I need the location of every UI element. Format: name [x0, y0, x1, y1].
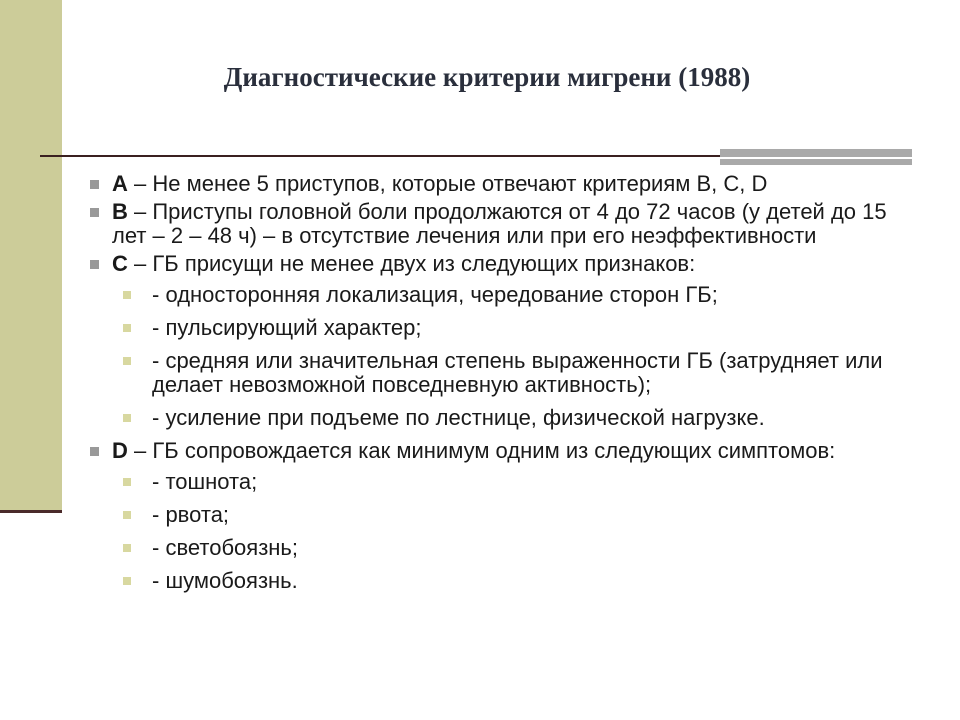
- subitem-text: - пульсирующий характер;: [152, 315, 422, 340]
- subitem-text: - рвота;: [152, 502, 230, 527]
- criterion-text: – ГБ присущи не менее двух из следующих признаков:: [127, 251, 696, 276]
- subitem-text: - односторонняя локализация, чередование сторон ГБ;: [152, 282, 718, 307]
- square-bullet-icon: [123, 544, 131, 552]
- subitem-text: - светобоязнь;: [152, 535, 299, 560]
- list-item: [144, 569, 924, 593]
- criterion-c-subitems: [104, 283, 924, 430]
- square-bullet-icon: [123, 511, 131, 519]
- criterion-letter: D: [112, 438, 128, 463]
- square-bullet-icon: [123, 357, 131, 365]
- subitem-text: - тошнота;: [152, 469, 258, 494]
- list-item: [144, 349, 924, 397]
- subitem-text: - усиление при подъеме по лестнице, физической нагрузке.: [152, 405, 765, 430]
- slide-title: Диагностические критерии мигрени (1988): [223, 62, 751, 92]
- criterion-a: [104, 172, 924, 196]
- list-item: [144, 503, 924, 527]
- square-bullet-icon: [90, 260, 99, 269]
- criterion-c: [104, 252, 924, 276]
- list-item: [144, 406, 924, 430]
- criterion-d-subitems: [104, 470, 924, 593]
- subitem-text: - средняя или значительная степень выраженности ГБ (затрудняет или делает невозможной повседневную активность);: [152, 348, 883, 397]
- square-bullet-icon: [123, 324, 131, 332]
- criterion-letter: C: [112, 251, 128, 276]
- left-decorative-band: [0, 0, 62, 511]
- square-bullet-icon: [123, 414, 131, 422]
- square-bullet-icon: [90, 180, 99, 189]
- square-bullet-icon: [123, 478, 131, 486]
- title-accent-bar-lower: [720, 159, 912, 165]
- left-band-divider: [0, 510, 62, 513]
- list-item: [144, 283, 924, 307]
- title-accent-bar: [720, 149, 912, 157]
- criterion-letter: A: [112, 171, 128, 196]
- square-bullet-icon: [123, 291, 131, 299]
- criteria-list: [104, 172, 924, 602]
- list-item: [144, 536, 924, 560]
- list-item: [144, 316, 924, 340]
- criterion-d: [104, 439, 924, 463]
- list-item: [144, 470, 924, 494]
- subitem-text: - шумобоязнь.: [152, 568, 298, 593]
- criterion-b: [104, 200, 924, 248]
- square-bullet-icon: [90, 447, 99, 456]
- square-bullet-icon: [123, 577, 131, 585]
- criterion-text: – ГБ сопровождается как минимум одним из следующих симптомов:: [127, 438, 836, 463]
- square-bullet-icon: [90, 208, 99, 217]
- criterion-text: – Приступы головной боли продолжаются от 4 до 72 часов (у детей до 15 лет – 2 – 48 ч) – в отсутствие лечения или при его неэффективности: [112, 199, 887, 248]
- criterion-letter: B: [112, 199, 128, 224]
- criterion-text: – Не менее 5 приступов, которые отвечают критериям B, C, D: [127, 171, 768, 196]
